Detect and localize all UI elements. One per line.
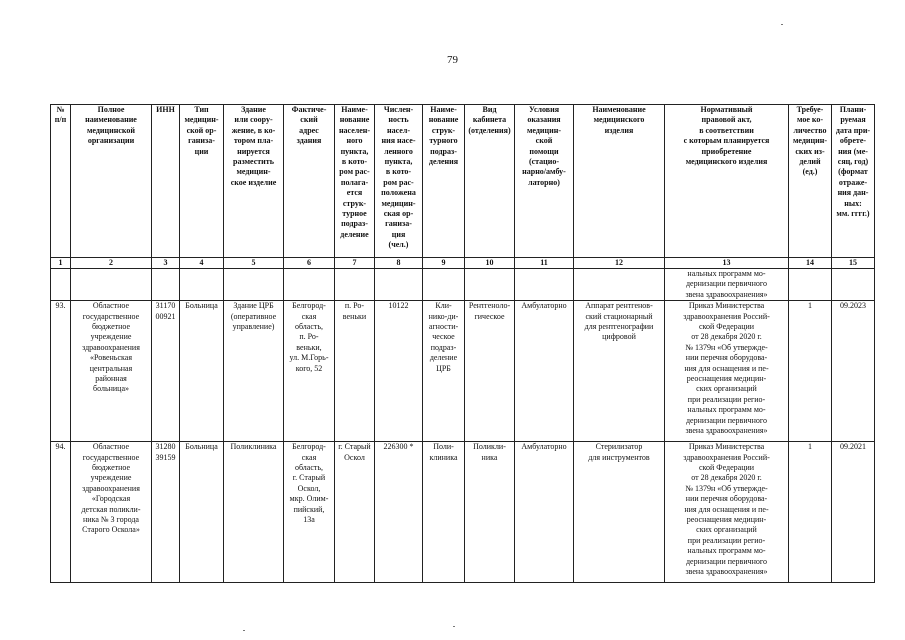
- table-cell: [423, 269, 465, 301]
- table-cell: [152, 269, 180, 301]
- header-cell: Плани- руемая дата при- обрете- ния (ме- сяц, год) (формат отраже- ния дан- ных: мм. гггг.): [832, 105, 875, 258]
- locality: г. Старый Оскол: [335, 442, 375, 583]
- header-cell: Нормативный правовой акт, в соответствии с которым планируется приобретение медицинского изделия: [665, 105, 789, 258]
- column-number: 7: [335, 258, 375, 269]
- address: Белгород- ская область, п. Ро- веньки, ул. М.Горь- кого, 52: [284, 301, 335, 442]
- column-number: 6: [284, 258, 335, 269]
- device-name: Стерилизатор для инструментов: [574, 442, 665, 583]
- header-cell: Числен- ность насел- ния насе- ленного пункта, в кото- ром рас- положена медицин- ская ор- ганиза- ция (чел.): [375, 105, 423, 258]
- continuation-row: [51, 269, 875, 301]
- organization-name: Областное государственное бюджетное учреждение здравоохранения «Ровеньская центральная районная больница»: [71, 301, 152, 442]
- table-cell: [574, 269, 665, 301]
- scan-speck: [781, 24, 783, 25]
- cabinet-type: Рентгеноло- гическое: [465, 301, 515, 442]
- header-cell: Наиме- нование струк- турного подраз- деления: [423, 105, 465, 258]
- row-number: 93.: [51, 301, 71, 442]
- header-cell: Фактиче- ский адрес здания: [284, 105, 335, 258]
- page-number: 79: [447, 54, 458, 66]
- legal-act-continuation: нальных программ мо- дернизации первичного звена здравоохранения»: [665, 269, 789, 301]
- table-cell: [515, 269, 574, 301]
- column-number: 5: [224, 258, 284, 269]
- table-cell: [284, 269, 335, 301]
- header-cell: № п/п: [51, 105, 71, 258]
- header-cell: Наиме- нование населен- ного пункта, в кото- ром рас- полага- ется струк- турное подраз- деление: [335, 105, 375, 258]
- scan-speck: [453, 626, 455, 627]
- inn: 31170 00921: [152, 301, 180, 442]
- column-number: 9: [423, 258, 465, 269]
- subdivision: Поли- клиника: [423, 442, 465, 583]
- header-row: [51, 105, 875, 258]
- column-number: 12: [574, 258, 665, 269]
- building: Поликлиника: [224, 442, 284, 583]
- population: 226300 *: [375, 442, 423, 583]
- row-number: 94.: [51, 442, 71, 583]
- subdivision: Кли- нико-ди- агности- ческое подраз- деление ЦРБ: [423, 301, 465, 442]
- column-number: 10: [465, 258, 515, 269]
- table-cell: [51, 269, 71, 301]
- table-cell: [224, 269, 284, 301]
- column-number-row: [51, 258, 875, 269]
- table-cell: [789, 269, 832, 301]
- column-number: 1: [51, 258, 71, 269]
- column-number: 4: [180, 258, 224, 269]
- cabinet-type: Поликли- ника: [465, 442, 515, 583]
- header-cell: Вид кабинета (отделения): [465, 105, 515, 258]
- address: Белгород- ская область, г. Старый Оскол, мкр. Олим- пийский, 13а: [284, 442, 335, 583]
- planned-date: 09.2021: [832, 442, 875, 583]
- planned-date: 09.2023: [832, 301, 875, 442]
- legal-act: Приказ Министерства здравоохранения Россий- ской Федерации от 28 декабря 2020 г. № 1379н «Об утвержде- нии перечня оборудова- ния для оснащения и пе- реоснащения медицин- ских организаций при реализации регио- нальных программ мо- дернизации первичного звена здравоохранения»: [665, 301, 789, 442]
- organization-name: Областное государственное бюджетное учреждение здравоохранения «Городская детская поликли- ника № 3 города Старого Оскола»: [71, 442, 152, 583]
- table-cell: [375, 269, 423, 301]
- column-number: 2: [71, 258, 152, 269]
- quantity: 1: [789, 442, 832, 583]
- quantity: 1: [789, 301, 832, 442]
- column-number: 11: [515, 258, 574, 269]
- legal-act: Приказ Министерства здравоохранения Россий- ской Федерации от 28 декабря 2020 г. № 1379н «Об утвержде- нии перечня оборудова- ния для оснащения и пе- реоснащения медицин- ских организаций при реализации регио- нальных программ мо- дернизации первичного звена здравоохранения»: [665, 442, 789, 583]
- header-cell: Наименование медицинского изделия: [574, 105, 665, 258]
- table-row: [51, 442, 875, 583]
- scan-speck: [243, 630, 245, 631]
- header-cell: Полное наименование медицинской организации: [71, 105, 152, 258]
- column-number: 15: [832, 258, 875, 269]
- device-name: Аппарат рентгенов- ский стационарный для рентгенографии цифровой: [574, 301, 665, 442]
- table-cell: [180, 269, 224, 301]
- header-cell: Условия оказания медицин- ской помощи (стацио- нарно/амбу- латорно): [515, 105, 574, 258]
- column-number: 13: [665, 258, 789, 269]
- organization-type: Больница: [180, 301, 224, 442]
- population: 10122: [375, 301, 423, 442]
- care-conditions: Амбулаторно: [515, 301, 574, 442]
- organization-type: Больница: [180, 442, 224, 583]
- building: Здание ЦРБ (оперативное управление): [224, 301, 284, 442]
- header-cell: Требуе- мое ко- личество медицин- ских из- делий (ед.): [789, 105, 832, 258]
- inn: 31280 39159: [152, 442, 180, 583]
- header-cell: Тип медицин- ской ор- ганиза- ции: [180, 105, 224, 258]
- equipment-table: [50, 104, 875, 583]
- locality: п. Ро- веньки: [335, 301, 375, 442]
- header-cell: ИНН: [152, 105, 180, 258]
- table-cell: [71, 269, 152, 301]
- table-cell: [832, 269, 875, 301]
- care-conditions: Амбулаторно: [515, 442, 574, 583]
- table-cell: [335, 269, 375, 301]
- header-cell: Здание или соору- жение, в ко- тором пла- нируется разместить медицин- ское изделие: [224, 105, 284, 258]
- table-row: [51, 301, 875, 442]
- column-number: 3: [152, 258, 180, 269]
- column-number: 8: [375, 258, 423, 269]
- table-cell: [465, 269, 515, 301]
- column-number: 14: [789, 258, 832, 269]
